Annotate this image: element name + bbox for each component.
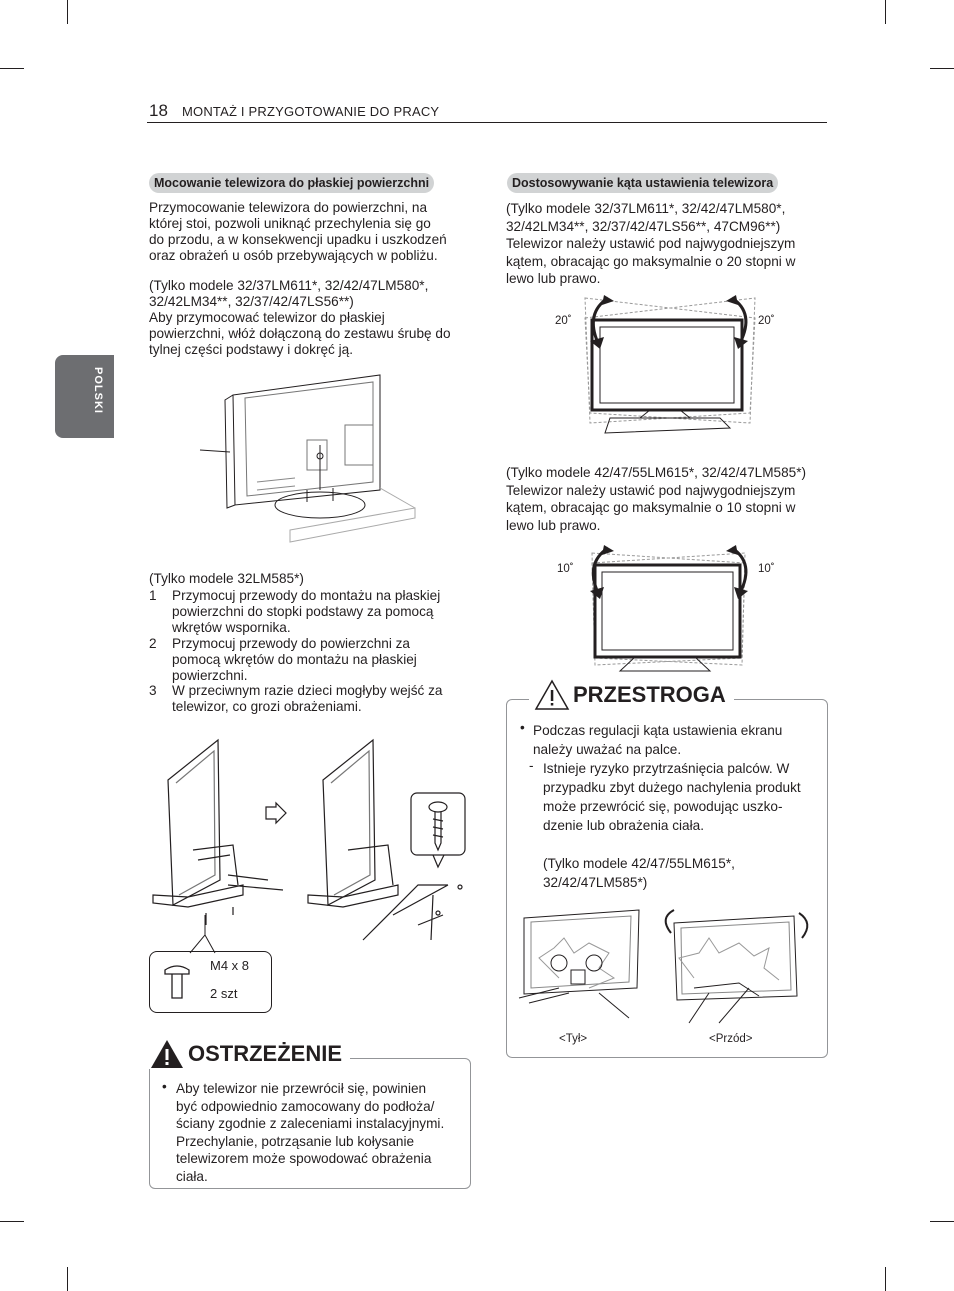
header-divider	[147, 122, 827, 123]
screw-size: M4 x 8	[210, 958, 250, 973]
screw-icon	[162, 962, 192, 1002]
caution-triangle-icon	[535, 680, 569, 710]
angle-para-20: (Tylko modele 32/37LM611*, 32/42/47LM580*, 32/42LM34**, 32/37/42/47LS56**, 47CM96**) Telewizor należy ustawić pod najwygodniejszym kątem, obracając go maksymalnie o 20 stopni w lewo lub prawo.	[506, 201, 796, 286]
finger-pinch-illustration	[519, 908, 819, 1028]
caution-header	[529, 680, 734, 710]
flat-surface-heading: Mocowanie telewizora do płaskiej powierzchni	[149, 173, 434, 193]
step-text: Przymocuj przewody do montażu na płaskiej powierzchni do stopki podstawy za pomocą wkrętów wspornika.	[172, 588, 441, 635]
caution-dash: -	[529, 758, 534, 773]
crop-mark	[885, 0, 886, 24]
angle-label-right: 20˚	[758, 315, 775, 327]
warning-text: Aby telewizor nie przewrócił się, powinien być odpowiednio zamocowany do podłoża/ ściany zgodnie z zaleceniami instalacyjnymi. Przechylanie, potrząsanie lub kołysanie telewizorem może spowodować obrażenia ciała.	[176, 1081, 445, 1184]
angle-label-left: 20˚	[555, 315, 572, 327]
models-32lm585: (Tylko modele 32LM585*)	[149, 571, 304, 586]
crop-mark	[67, 1267, 68, 1291]
angle-para-10: (Tylko modele 42/47/55LM615*, 32/42/47LM585*) Telewizor należy ustawić pod najwygodniejszym kątem, obracając go maksymalnie o 10 stopni w lewo lub prawo.	[506, 465, 807, 533]
warning-title: OSTRZEŻENIE	[188, 1041, 343, 1066]
screw-callout-pointer	[185, 915, 225, 955]
tv-back-screw-illustration	[195, 370, 420, 550]
angle-label-right: 10˚	[758, 563, 775, 575]
warning-box	[149, 1041, 471, 1189]
screw-quantity: 2 szt	[210, 986, 238, 1001]
caution-title: PRZESTROGA	[573, 682, 726, 707]
step-number: 2	[149, 636, 157, 651]
step-text: W przeciwnym razie dzieci mogłyby wejść za telewizor, co grozi obrażeniami.	[172, 683, 443, 714]
angle-label-left: 10˚	[557, 563, 574, 575]
crop-mark	[0, 1221, 24, 1222]
step-text: Przymocuj przewody do powierzchni za pomocą wkrętów do montażu na płaskiej powierzchni.	[172, 636, 417, 683]
caution-box	[506, 682, 828, 1058]
caution-bullet: •	[520, 720, 525, 735]
tv-rotation-10-diagram	[580, 543, 760, 683]
crop-mark	[67, 0, 68, 24]
section-title: MONTAŻ I PRZYGOTOWANIE DO PRACY	[182, 104, 440, 119]
label-front: <Przód>	[709, 1033, 753, 1045]
flat-surface-intro: Przymocowanie telewizora do powierzchni, na której stoi, pozwoli uniknąć przechylenia się go do przodu, a w konsekwencji upadku i uszkodzeń oraz obrażeń u osób przebywających w pobliżu.	[149, 200, 447, 263]
language-tab-label: POLSKI	[92, 367, 104, 414]
caution-sub-text: Istnieje ryzyko przytrzaśnięcia palców. W przypadku zbyt dużego nachylenia produkt może przewrócić się, powodując uszko- dzenie lub obrażenia ciała.	[543, 761, 801, 833]
label-back: <Tył>	[559, 1033, 588, 1045]
caution-item: Podczas regulacji kąta ustawienia ekranu należy uważać na palce.	[533, 723, 783, 757]
step-number: 3	[149, 683, 157, 698]
warning-header	[144, 1039, 350, 1069]
step-number: 1	[149, 588, 157, 603]
crop-mark	[930, 1221, 954, 1222]
angle-adjust-heading: Dostosowywanie kąta ustawienia telewizora	[507, 173, 778, 193]
flat-surface-models-note: (Tylko modele 32/37LM611*, 32/42/47LM580*, 32/42LM34**, 32/37/42/47LS56**) Aby przymocować telewizor do płaskiej powierzchni, włóż dołączoną do zestawu śrubę do tylnej części podstawy i dokręć ją.	[149, 278, 451, 357]
crop-mark	[0, 68, 24, 69]
screw-spec-box	[149, 951, 272, 1013]
language-tab	[55, 355, 114, 438]
page-number: 18	[149, 101, 168, 120]
crop-mark	[930, 68, 954, 69]
warning-bullet: •	[162, 1079, 167, 1094]
warning-triangle-icon	[150, 1039, 184, 1069]
caution-models: (Tylko modele 42/47/55LM615*, 32/42/47LM585*)	[543, 856, 735, 890]
tv-rotation-20-diagram	[580, 293, 760, 443]
crop-mark	[885, 1267, 886, 1291]
